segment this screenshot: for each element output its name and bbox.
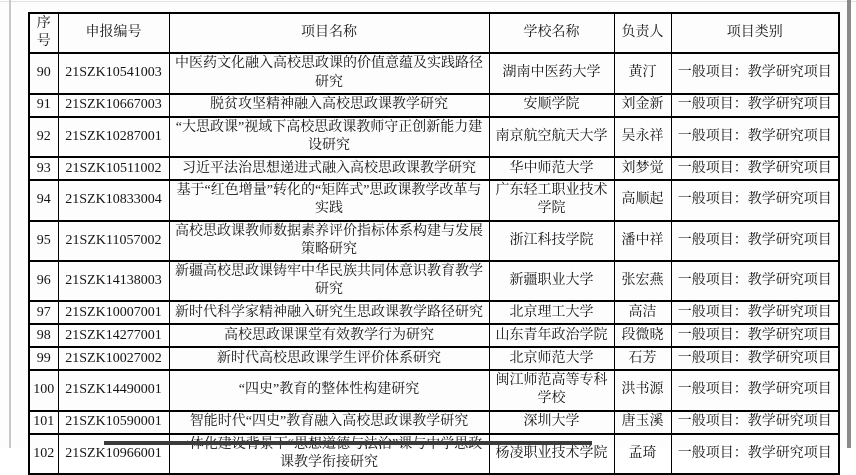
column-header-no: 序号 — [29, 13, 58, 53]
cell-project: 脱贫攻坚精神融入高校思政课教学研究 — [169, 94, 489, 117]
page-left-edge — [9, 0, 11, 448]
cell-school: 广东轻工职业技术学院 — [489, 180, 614, 220]
cell-code: 21SZK11057002 — [58, 221, 169, 261]
cell-category: 一般项目：教学研究项目 — [671, 434, 839, 474]
cell-code: 21SZK10833004 — [58, 180, 169, 220]
cell-project: 中医药文化融入高校思政课的价值意蕴及实践路径研究 — [169, 53, 489, 93]
column-header-category: 项目类别 — [671, 13, 839, 53]
table-row — [29, 411, 839, 434]
cell-project: 课教学衔接研究 — [169, 434, 489, 474]
table-body — [29, 53, 839, 474]
cell-category: 一般项目：教学研究项目 — [671, 157, 839, 180]
cell-no: 102 — [29, 434, 58, 474]
cell-project: “大思政课”视域下高校思政课教师守正创新能力建设研究 — [169, 117, 489, 157]
table-row — [29, 301, 839, 324]
table-row — [29, 94, 839, 117]
cell-leader: 洪书源 — [614, 370, 671, 410]
table-row — [29, 261, 839, 301]
page-right-edge — [847, 0, 851, 448]
cell-category: 一般项目：教学研究项目 — [671, 324, 839, 347]
cell-leader: 高顺起 — [614, 180, 671, 220]
cell-leader: 石芳 — [614, 347, 671, 370]
cell-code: 21SZK10511002 — [58, 157, 169, 180]
table-row — [29, 370, 839, 410]
cell-leader: 潘中祥 — [614, 221, 671, 261]
cell-category: 一般项目：教学研究项目 — [671, 261, 839, 301]
cell-school: 安顺学院 — [489, 94, 614, 117]
table-row — [29, 347, 839, 370]
cell-no: 94 — [29, 180, 58, 220]
cell-category: 一般项目：教学研究项目 — [671, 180, 839, 220]
column-header-project: 项目名称 — [169, 13, 489, 53]
table-row — [29, 157, 839, 180]
cell-code: 21SZK10287001 — [58, 117, 169, 157]
cell-school: 北京理工大学 — [489, 301, 614, 324]
cell-project: 习近平法治思想递进式融入高校思政课教学研究 — [169, 157, 489, 180]
cell-leader: 段微晓 — [614, 324, 671, 347]
cell-code: 21SZK10966001 — [58, 434, 169, 474]
cell-no: 97 — [29, 301, 58, 324]
cell-no: 99 — [29, 347, 58, 370]
cell-leader: 吴永祥 — [614, 117, 671, 157]
cell-no: 101 — [29, 411, 58, 434]
cell-school: 浙江科技学院 — [489, 221, 614, 261]
table-row — [29, 324, 839, 347]
column-header-code: 申报编号 — [58, 13, 169, 53]
cell-category: 一般项目：教学研究项目 — [671, 221, 839, 261]
projects-table — [28, 12, 840, 475]
cell-school: 湖南中医药大学 — [489, 53, 614, 93]
cell-school: 闽江师范高等专科学校 — [489, 370, 614, 410]
cell-leader: 刘金新 — [614, 94, 671, 117]
cell-project: 基于“红色增量”转化的“矩阵式”思政课教学改革与实践 — [169, 180, 489, 220]
cell-no: 95 — [29, 221, 58, 261]
cell-category: 一般项目：教学研究项目 — [671, 347, 839, 370]
page-top-edge — [0, 1, 856, 2]
cell-code: 21SZK14138003 — [58, 261, 169, 301]
cell-school: 华中师范大学 — [489, 157, 614, 180]
cell-no: 100 — [29, 370, 58, 410]
cell-no: 98 — [29, 324, 58, 347]
cell-no: 96 — [29, 261, 58, 301]
cell-code: 21SZK10007001 — [58, 301, 169, 324]
cell-category: 一般项目：教学研究项目 — [671, 370, 839, 410]
table-row — [29, 117, 839, 157]
cell-code: 21SZK10667003 — [58, 94, 169, 117]
cell-project: 高校思政课课堂有效教学行为研究 — [169, 324, 489, 347]
cell-project: 高校思政课教师数据素养评价指标体系构建与发展策略研究 — [169, 221, 489, 261]
cell-project: “四史”教育的整体性构建研究 — [169, 370, 489, 410]
cell-code: 21SZK10541003 — [58, 53, 169, 93]
cell-leader: 高洁 — [614, 301, 671, 324]
cell-school: 深圳大学 — [489, 411, 614, 434]
cell-no: 93 — [29, 157, 58, 180]
column-header-school: 学校名称 — [489, 13, 614, 53]
cell-leader: 刘梦觉 — [614, 157, 671, 180]
cell-school: 杨凌职业技术学院 — [489, 434, 614, 474]
cell-category: 一般项目：教学研究项目 — [671, 301, 839, 324]
cell-project: 新时代科学家精神融入研究生思政课教学路径研究 — [169, 301, 489, 324]
cell-school: 山东青年政治学院 — [489, 324, 614, 347]
cell-school: 新疆职业大学 — [489, 261, 614, 301]
table-header-row — [29, 13, 839, 53]
cell-project: 新时代高校思政课学生评价体系研究 — [169, 347, 489, 370]
cell-no: 91 — [29, 94, 58, 117]
table-row — [29, 434, 839, 474]
cell-category: 一般项目：教学研究项目 — [671, 411, 839, 434]
cell-code: 21SZK14490001 — [58, 370, 169, 410]
next-table-top-border — [104, 441, 592, 445]
cell-no: 92 — [29, 117, 58, 157]
cell-category: 一般项目：教学研究项目 — [671, 53, 839, 93]
cell-leader: 张宏燕 — [614, 261, 671, 301]
table-row — [29, 53, 839, 93]
column-header-leader: 负责人 — [614, 13, 671, 53]
cell-no: 90 — [29, 53, 58, 93]
table-row — [29, 221, 839, 261]
cell-leader: 唐玉溪 — [614, 411, 671, 434]
cell-school: 北京师范大学 — [489, 347, 614, 370]
table-row — [29, 180, 839, 220]
cell-leader: 黄汀 — [614, 53, 671, 93]
cell-category: 一般项目：教学研究项目 — [671, 94, 839, 117]
cell-code: 21SZK14277001 — [58, 324, 169, 347]
cell-project: 智能时代“四史”教育融入高校思政课教学研究 — [169, 411, 489, 434]
cell-leader: 孟琦 — [614, 434, 671, 474]
cell-code: 21SZK10027002 — [58, 347, 169, 370]
cell-code: 21SZK10590001 — [58, 411, 169, 434]
cell-project: 新疆高校思政课铸牢中华民族共同体意识教育教学研究 — [169, 261, 489, 301]
cell-school: 南京航空航天大学 — [489, 117, 614, 157]
cell-category: 一般项目：教学研究项目 — [671, 117, 839, 157]
